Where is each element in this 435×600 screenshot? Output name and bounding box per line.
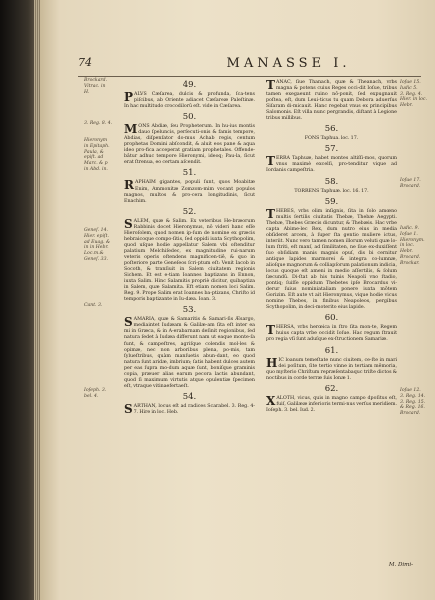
- entry-59: [266, 197, 397, 312]
- entry-text: AMARIA, quæ & Samaritis & Samari-ſis Æsargo, mediaintet Iudæam & Galilæ-am ſita eſt inter ea mi in Græca, & in A-erabarnam deſinit regionibus, ſed natura ſedet à Iudæa differunt nam ut eaque monte-ſa funt, & campeſtres, agriſque colendis mol-les & opimæ, nec non arboribus plena, po-mis, tam ſylueſtribus, quàm manſuetis abun-dant, eo quod natura ſunt aridæ, imbrium; ſatis habent dulces autem per eas ſupra mo-dum aquæ ſunt, boniſque graminis copia, præuer alias earum pecora lactis abundant, quod ſi maximum virtutis atque opulentiæ ſpecimen eſt, vtraque vitinaefertaeſt.: [124, 317, 255, 389]
- entry-number: 53.: [182, 305, 197, 316]
- margin-note: Geneſ. 14. Hier. epiſt. ad Euag. & in in Hebr. Loc.m.& Geneſ. 33.: [84, 228, 111, 262]
- entry-56: [266, 124, 397, 142]
- entry-text: HEBES, vrbs olim inſignis, ſita in ſolo amœno multis ſertilis ciuitatis Thebæ, Thebæ Aegypti. Thebæ, Thebes Græcis dicuntur, & Thebæis. Hac vrbe capta Abime-lec Rex, dum nutro eius in media obſideret arcem, à ſuper ſta gentio muliere ictus, interiit. Nunc vero tamen nomen illorum veluti quæ lo-lum ſtriti, eſt manſ, ad ſimilitaten, ne ſiue ex-duxiſſent ſuo obſidiam manis magnis opuſ, dis bi cernitur antique lapides marmorei & integra co-lumnæ, alioſque magnorum & colliapſorum palationum indicia, locus quoque eſt ameni in medio aſſertilis, & ſolum ſæcundū. Di-ſtat ab his tuinis Neapoli vno ſtadio, pontiq; ſuiſſe oppidum Thebetes ipſe Brocardus vi-derur ſuius nominiataliam ponere iuxta mōtem Gorizim. Eſt aute vt ait Hieronymus, vique hodie vicus nomine Thebes, in finibus Neapoleos, pergibus Scythopolim, in deci-moterito eius lapide.: [266, 208, 398, 311]
- entry-62: [266, 384, 397, 414]
- margin-note: Ioſue 15. Iudic 5. 3. Reg. 4. Hier. in loc. Hebr.: [400, 80, 427, 109]
- entry-57: [266, 144, 397, 174]
- drop-capital: M: [124, 122, 138, 137]
- entry-text: ALOTH, vicus, quis in magno campo dpoſitus eſt, fuiſ, Galilææ inferioris termi-nus verſus meridiem. Ioſeph. 3. bel. Iud. 2.: [266, 395, 397, 413]
- margin-note: Cant. 3.: [84, 303, 103, 308]
- drop-capital: X: [266, 393, 276, 408]
- entry-number: 56.: [324, 124, 339, 135]
- entry-52: [124, 207, 255, 304]
- entry-number: 59.: [324, 196, 339, 207]
- entry-51: [124, 168, 255, 204]
- entry-number: 54.: [182, 391, 197, 402]
- entry-text: ANAC, ſiue Thanach, quæ & Theanach, vrbs magna & potens cuius Reges occi-dit Ioſue, tribus tamen exegaeunt ruino nō-ponit, ſed expugnauit poſtea, eſt, dum Leui-ticus tu quam Debora aduerſus Siſaram di-micauit. Hanc regebat vnus ex principibus Salomonis. Eſt villa nunc pergrandis, diſtant à Legione tribus millibus.: [266, 80, 397, 122]
- entry-text: TORRENS Taphuæ. loc. 16. 17.: [294, 188, 369, 194]
- entry-number: 52.: [182, 206, 197, 217]
- entry-54: [124, 392, 255, 416]
- left-column: [124, 78, 255, 417]
- drop-capital: T: [266, 154, 275, 169]
- book-page: [40, 0, 435, 600]
- page-header: [78, 56, 421, 74]
- page-number: 74: [78, 56, 92, 69]
- entry-53: [124, 305, 255, 390]
- entry-61: [266, 346, 397, 382]
- book-spine: [0, 0, 40, 600]
- entry-text: ALEM, quæ & Salim. Ex veteribus He-bræorum Rabbinis docet Hieronymus, nô videri hanc eſſe Hieroſolem, quod nomen ip-ſum de nomine ex græcis hebraicoque compo-ſitis, ſed oppidi iuxta Scythopolim, quod uſque hodie appellatur Salem vbi oſtenditur palatium Melchiſedec, ex magnitudine rui-narum veteris operis oſtendens magnificen-tiē, & quo in poſteriore parte Geneſeos ſcri-ptum eſt: Venit Iacob in Socoth, & tranſiuit in Salem ciuitatem regionis Sichem. Et est e-tiam Ioannes baptizans in Ennon, iuxta Salim. Hinc Salamitis propriè dicitur, quibaptiza in Salem, quæ Salamita. Eft etiam nomen loci Salim. Reg. 9. Prope Salim erat Ioannes ba-ptizans, Chriſto id temporis baptizante in Iu-dæa. Ioan. 3.: [124, 218, 255, 303]
- catchword: M. Dimi-: [388, 562, 413, 568]
- entry-number: 58.: [324, 176, 339, 187]
- drop-capital: H: [266, 355, 278, 370]
- margin-note: Ioſeph. 3. bel. 4.: [84, 388, 107, 399]
- entry-number: 50.: [182, 112, 197, 123]
- entry-text: IC loanum temeſtate nunc ciuitem, ce-ſte in mari dei poſitum, ſite tertio vinne in tertiam mēmoria, quo myſterio Chriſtum repræſentabaquc triſte dictos & noctibus in corde terræ ſuis Ionæ 1.: [266, 357, 397, 381]
- drop-capital: T: [266, 206, 275, 221]
- entry-number: 49.: [182, 80, 197, 90]
- margin-note: Iudic. 9. Ioſue 1. Hieronym. in loc. Hebr. Brocard. Brockar.: [400, 226, 425, 266]
- entry-number: 61.: [324, 345, 339, 356]
- entry-text: ARTHAN, locus eſt ad radices Scarabel. 3. Reg. 4-7. Hire in loc. Heb.: [133, 403, 255, 415]
- drop-capital: T: [266, 78, 275, 92]
- entry-number: 60.: [324, 313, 339, 324]
- margin-note: Hieronym in Epitaph. Paula, & epiſt. ad Marc. & p in Abd. in.: [84, 138, 110, 172]
- entry-text: FONS Taphua. loc. 17.: [304, 136, 359, 142]
- entry-text: APHAIM gigantes, populi ſunt, quos Moabitæ Enim, Ammonitæ Zomzom-mim vocant populos magnos, multos & pro-cera longitudinis, ſicut Enachim.: [124, 180, 255, 204]
- entry-text: ONS Abdiæ, ſeu Propheterum. In hu-ius montis dauo ſpeluncis, perſecuti-onis & famis tempore, Abdias, diſpenſator do-mus Achab regis, centum prophetas Domini abſcondit, & aluit eos pane & aqua ideo pro-fica acceperat gratiam prophetales. Offende-bâtur adhuc tempore Hieronymi, ideoq; Pau-la, ſicut erat ſtrenua, eo certam aſcendit.: [124, 124, 255, 166]
- entry-number: 51.: [182, 168, 197, 179]
- right-column: [266, 78, 397, 415]
- drop-capital: S: [124, 216, 133, 231]
- margin-note: Ioſue 17. Brocard.: [400, 178, 421, 189]
- drop-capital: R: [124, 178, 134, 193]
- running-title: MANASSE I.: [226, 56, 351, 71]
- margin-note: 3. Reg. 8. 4.: [84, 121, 113, 126]
- drop-capital: P: [124, 90, 134, 104]
- entry-50: [124, 112, 255, 166]
- entry-text: HERSA, vrbs herœica in ſtro ſita mon-te, Regem huius capta vrbe occidit Ioſue. Hac regum ſtrauit pro regia vſi ſunt aduſque ex-ſtructionem Samariæ.: [266, 325, 397, 343]
- margin-note: Ioſue 12. 3. Reg. 14. 3. Reg. 15. & Reg. 16. Brocard.: [400, 388, 426, 417]
- entry-text: ERRA Taphuæ, habet montes altiſſi-mos, quorum vnus maximè excelſi, pro-tenditur vique ad Iordanis campeſtria.: [266, 156, 397, 174]
- entry-55: [266, 80, 397, 122]
- header-rule: [78, 76, 421, 77]
- drop-capital: T: [266, 323, 275, 338]
- drop-capital: S: [124, 401, 133, 416]
- drop-capital: S: [124, 315, 133, 330]
- margin-note: Brockard. Vitrac. in H.: [84, 78, 108, 95]
- entry-49: [124, 80, 255, 110]
- entry-text: ALVS Cæſarea, dulcis & profunda, ſca-tens piſcibus, ab Oriente adiacet Cæſareæ Paleſtinæ. In hac multitudo crocodilorū eſt. vide in Cæſarea.: [124, 92, 255, 110]
- entry-number: 62.: [324, 383, 339, 394]
- entry-60: [266, 313, 397, 343]
- entry-58: [266, 177, 397, 195]
- entry-number: 57.: [324, 144, 339, 155]
